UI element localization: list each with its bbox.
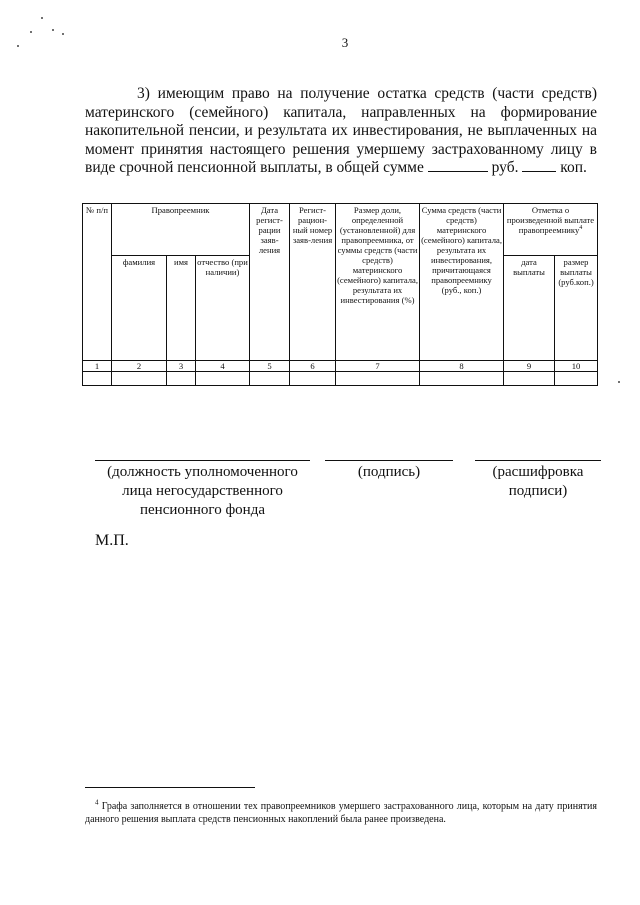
column-number: 2 bbox=[112, 361, 167, 372]
successors-table bbox=[82, 203, 598, 386]
empty-cell bbox=[250, 372, 290, 386]
header-name: имя bbox=[167, 256, 196, 361]
signature-caption: (подпись) bbox=[357, 464, 421, 480]
signature-position bbox=[95, 460, 310, 520]
header-patronymic: отчество (при наличии) bbox=[196, 256, 250, 361]
header-successor: Правопреемник bbox=[112, 204, 250, 256]
column-number: 1 bbox=[83, 361, 112, 372]
column-numbers-row bbox=[83, 361, 598, 372]
empty-cell bbox=[196, 372, 250, 386]
column-number: 5 bbox=[250, 361, 290, 372]
empty-cell bbox=[336, 372, 420, 386]
empty-cell bbox=[555, 372, 598, 386]
column-number: 7 bbox=[336, 361, 420, 372]
kop-blank bbox=[522, 159, 556, 172]
column-number: 3 bbox=[167, 361, 196, 372]
decoding-caption: (расшифровка подписи) bbox=[492, 464, 584, 499]
entitlement-paragraph bbox=[85, 85, 597, 178]
empty-data-row bbox=[83, 372, 598, 386]
signature-line bbox=[95, 460, 310, 461]
signature-decoding bbox=[475, 460, 601, 501]
header-payment-mark bbox=[504, 204, 598, 256]
position-caption: (должность уполномоченного лица негосударственного пенсионного фонда bbox=[107, 464, 298, 518]
empty-cell bbox=[112, 372, 167, 386]
empty-cell bbox=[83, 372, 112, 386]
signature-line bbox=[475, 460, 601, 461]
footnote-marker: 4 bbox=[95, 798, 99, 807]
column-number: 4 bbox=[196, 361, 250, 372]
empty-cell bbox=[167, 372, 196, 386]
header-num: № п/п bbox=[83, 204, 112, 361]
header-reg-date: Дата регист-рации заяв-ления bbox=[250, 204, 290, 361]
signature-sign bbox=[325, 460, 453, 482]
header-surname: фамилия bbox=[112, 256, 167, 361]
footnote-text: Графа заполняется в отношении тех правопреемников умершего застрахованного лица, которым на дату принятия данного решения выплата средств пенсионных накоплений была ранее произведена. bbox=[85, 801, 597, 825]
column-number: 6 bbox=[290, 361, 336, 372]
column-number: 8 bbox=[420, 361, 504, 372]
footnote-separator bbox=[85, 787, 255, 788]
header-amount: Сумма средств (части средств) материнского (семейного) капитала, результата их инвестирования, причитающаяся правопреемнику (руб., коп.) bbox=[420, 204, 504, 361]
header-share-size: Размер доли, определенной (установленной) для правопреемника, от суммы средств (части средств) материнского (семейного) капитала, результата их инвестирования (%) bbox=[336, 204, 420, 361]
column-number: 10 bbox=[555, 361, 598, 372]
footnote-ref: 4 bbox=[579, 225, 583, 232]
header-reg-number: Регист-рацион-ный номер заяв-ления bbox=[290, 204, 336, 361]
page-number: 3 bbox=[341, 35, 349, 50]
paragraph-text: 3) имеющим право на получение остатка средств (части средств) материнского (семейного) капитала, направленных на формирование накопительной пенсии, и результата их инвестирования, не выплаченных на момент принятия настоящего решения умершему застрахованному лицу в виде срочной пенсионной выплаты, в общей сумме bbox=[85, 85, 597, 177]
kop-label: коп. bbox=[560, 159, 587, 177]
empty-cell bbox=[290, 372, 336, 386]
stamp-place: М.П. bbox=[95, 532, 129, 549]
header-payment-mark-text: Отметка о произведенной выплате правопреемнику bbox=[506, 205, 595, 235]
rub-blank bbox=[428, 159, 488, 172]
rub-label: руб. bbox=[491, 159, 519, 177]
signature-line bbox=[325, 460, 453, 461]
column-number: 9 bbox=[504, 361, 555, 372]
header-payment-amount: размер выплаты (руб.коп.) bbox=[555, 256, 598, 361]
header-payment-date: дата выплаты bbox=[504, 256, 555, 361]
empty-cell bbox=[420, 372, 504, 386]
footnote bbox=[85, 800, 597, 826]
empty-cell bbox=[504, 372, 555, 386]
